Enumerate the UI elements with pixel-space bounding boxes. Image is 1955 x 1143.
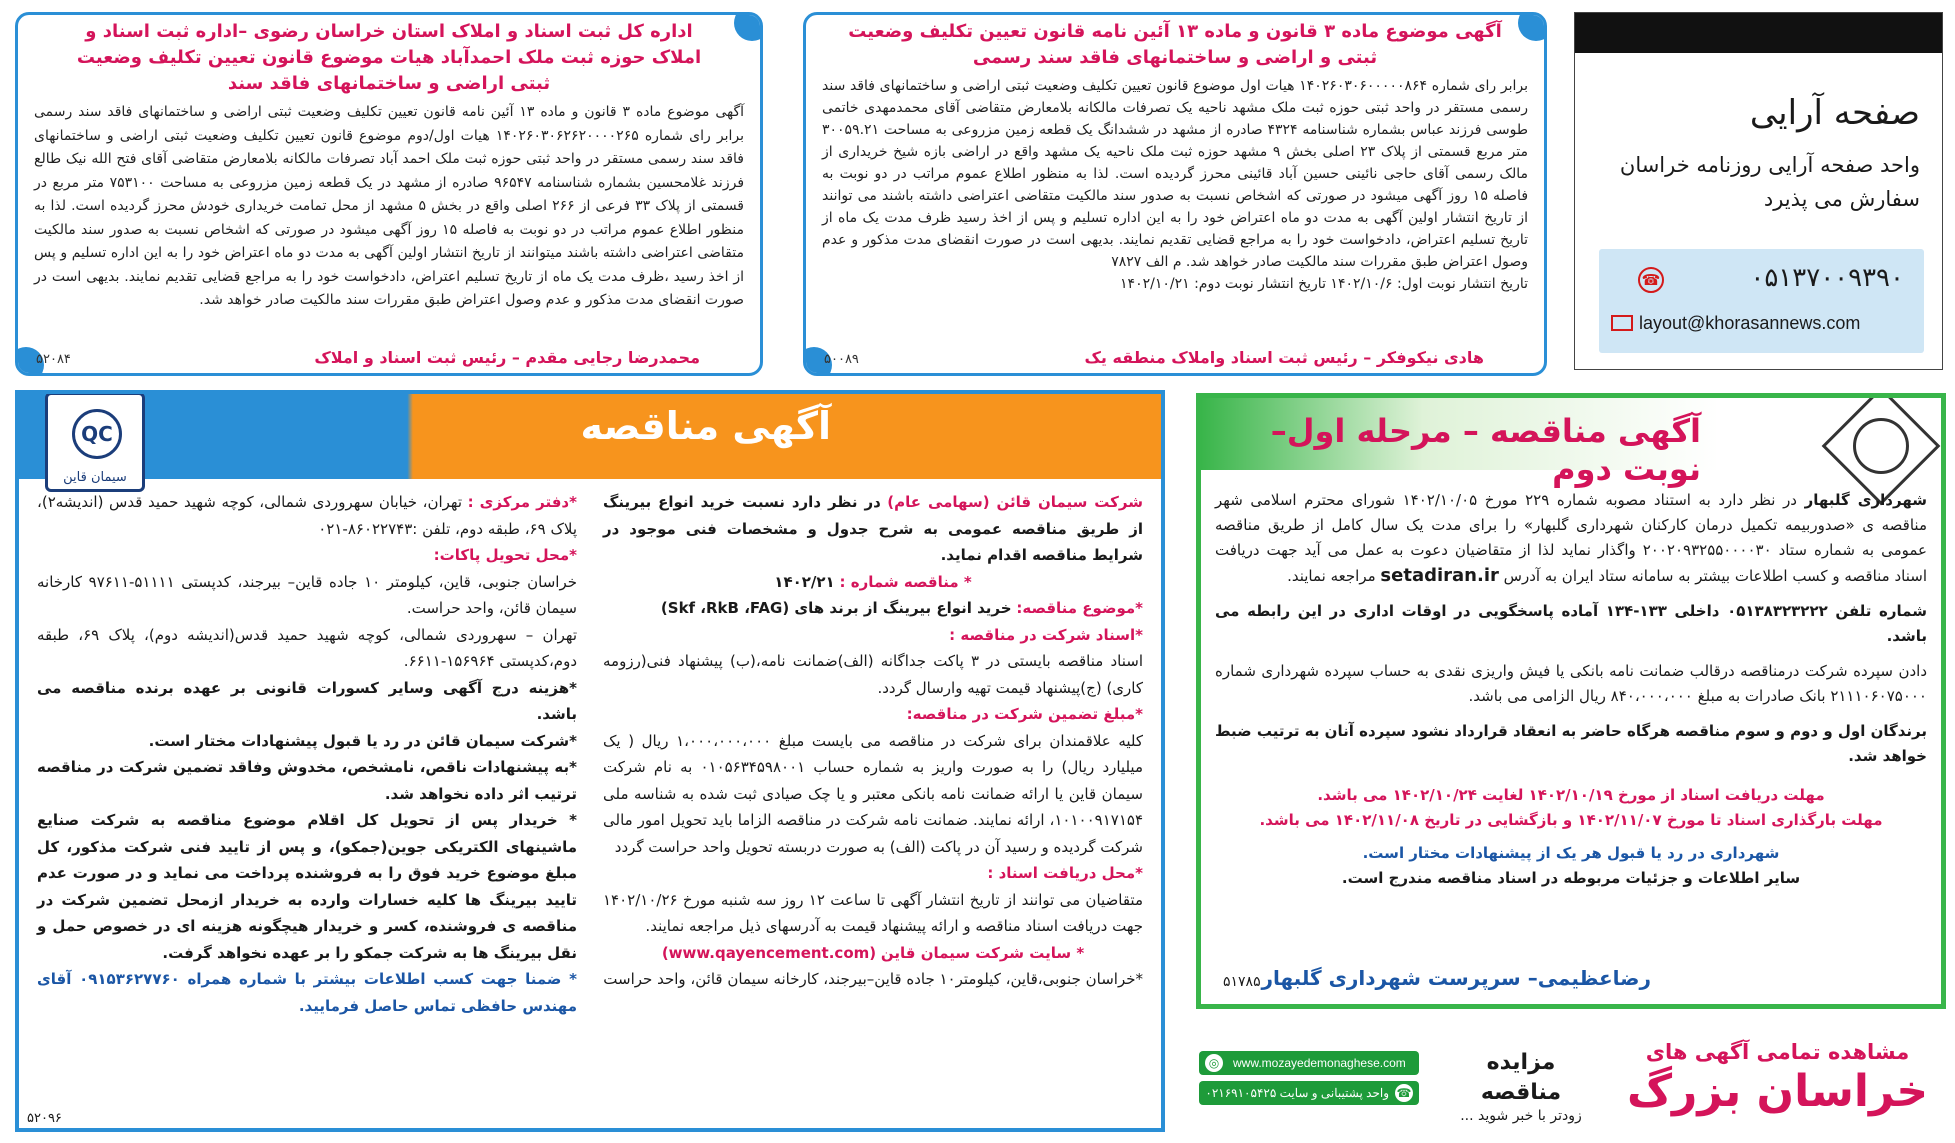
notice-signature: محمدرضا رجایی مقدم – رئیس ثبت اسناد و املاک — [314, 348, 700, 367]
phone-icon: ☎ — [1396, 1086, 1412, 1100]
notice-signature: هادی نیکوفکر – رئیس ثبت اسناد واملاک منطقه یک — [1084, 348, 1484, 367]
tender-title: آگهی مناقصه – مرحله اول–نوبت دوم — [1270, 412, 1701, 488]
subject-text: خرید انواع بیرینگ از برند های (Skf ،RkB ،FAG) — [660, 599, 1012, 617]
notice-body: برابر رای شماره ۱۴۰۲۶۰۳۰۶۰۰۰۰۰۸۶۴ هیات اول موضوع قانون تعیین تکلیف وضعیت ثبتی اراضی و ساختمانهای فاقد سند رسمی مستقر در واحد ثبتی حوزه ثبت ملک مشهد ناحیه یک تصرفات مالکانه بلامعارض متقاضی آقای محمدمهدی خاتمی طوسی فرزند عباس بشماره شناسنامه ۴۳۲۴ صادره از مشهد در ششدانگ یک قطعه زمین مزروعی به مساحت ۳۰۰۵۹.۲۱ متر مربع قسمتی از پلاک ۲۳ اصلی بخش ۹ مشهد حوزه ثبت ملک ناحیه یک مشهد واقع در اراضی بازه شیخ خریداری از مالک رسمی آقای حاجی نائینی حسین آباد قائینی محرز گردیده است. لذا به منظور اطلاع عموم مراتب در دو نوبت به فاصله ۱۵ روز آگهی میشود در صورتی که اشخاص نسبت به صدور سند مالکیت متقاضی اعتراضی داشته باشند می توانند از تاریخ انتشار اولین آگهی به مدت دو ماه اعتراض خود را به این اداره تسلیم و پس از اخذ رسید ظرف مدت یک ماه از تاریخ تسلیم اعتراض، دادخواست خود را به مراجع قضایی تقدیم نمایند. بدیهی است در صورت انقضای مدت مذکور و عدم وصول اعتراض طبق مقررات سند مالکیت صادر خواهد شد. م الف ۷۸۲۷ — [822, 78, 1529, 270]
ad-contact-panel — [1599, 249, 1924, 353]
tender-deadline-1: مهلت دریافت اسناد از مورخ ۱۴۰۲/۱۰/۱۹ لغایت ۱۴۰۲/۱۰/۲۴ می باشد. — [1317, 786, 1825, 804]
qayen-logo-mark: QC — [72, 409, 122, 459]
notice-dates: تاریخ انتشار نوبت اول: ۱۴۰۲/۱۰/۶ تاریخ انتشار نوبت دوم: ۱۴۰۲/۱۰/۲۱ — [1120, 276, 1528, 292]
tender-note: *هزینه درج آگهی وسایر کسورات قانونی بر عهده برنده مناقصه می باشد. — [37, 678, 577, 723]
tender-note: *به پیشنهادات ناقص، نامشخص، مخدوش وفاقد تضمین شرکت در مناقصه ترتیب اثر داده نخواهد شد. — [37, 758, 577, 803]
tender-note: * خریدار پس از تحویل کل اقلام موضوع مناقصه به شرکت صنایع ماشینهای الکتریکی جوین(جمکو)، و پس از تایید فنی شرکت مذکور، کل مبلغ موضوع خرید فوق را به فروشنده پرداخت می نماید و در صورت عدم تایید بیرینگ ها کلیه خسارات وارده به خریدار ازمحل تضمین شرکت در مناقصه ی فروشنده، کسر و خریدار هیچگونه هزینه ای در خصوص حمل و نقل بیرینگ ها به شرکت جمکو را بر عهده نخواهد گرفت. — [37, 811, 577, 962]
notice-registry-ahmadabad — [15, 12, 763, 376]
guarantee-text: کلیه علاقمندان برای شرکت در مناقصه می بایست مبلغ ۱،۰۰۰،۰۰۰،۰۰۰ ریال ( یک میلیارد ریال) را به صورت واریز به شماره حساب ۰۱۰۵۶۳۴۵۹۸۰۰۱ به نام شرکت سیمان قاین یا ارائه ضمانت نامه بانکی معتبر و یا چک صیادی ثبت شده به شناسه ملی ۱۰۱۰۰۹۱۷۱۵۴، ارائه نمایند. ضمانت نامه شرکت در مناقصه الزاما باید تحویل امور مالی شرکت گردیده و رسید آن در پاکت (الف) به صورت دربسته تحویل واحد حراست گردد — [603, 731, 1143, 856]
ad-email[interactable]: layout@khorasannews.com — [1639, 313, 1861, 333]
tender-code: ۵۲۰۹۶ — [27, 1111, 62, 1126]
office-label: *دفتر مرکزی : — [467, 493, 577, 511]
tender-right-column — [603, 489, 1143, 993]
tender-right-reserved: شهرداری در رد یا قبول هر یک از پیشنهادات مختار است. — [1362, 844, 1780, 862]
banner-line-2: خراسان بزرگ — [1626, 1066, 1929, 1117]
mozayede-brand — [1456, 1038, 1586, 1128]
receive-label: *محل دریافت اسناد : — [987, 864, 1143, 882]
tender-paragraph: در نظر دارد به استناد مصوبه شماره ۲۲۹ مورخ ۱۴۰۲/۱۰/۰۵ شورای محترم اسلامی شهر مناقصه ی «صدوربیمه تکمیل درمان کارکنان شهرداری گلبهار» را برای مدت یک سال کامل از طریق مناقصه عمومی به شماره ستاد ۲۰۰۲۰۹۳۲۵۵۰۰۰۰۳۰ واگذار نماید لذا از متقاضیان دعوت به عمل می آید جهت دریافت اسناد مناقصه و کسب اطلاعات بیشتر به سامانه ستاد ایران به آدرس — [1215, 491, 1927, 585]
tender-winners: برندگان اول و دوم و سوم مناقصه هرگاه حاضر به انعقاد قرارداد نشود سپرده آنان به ترتیب ضبط خواهد شد. — [1215, 722, 1927, 765]
website-link[interactable] — [1199, 1051, 1419, 1075]
tender-phone: شماره تلفن ۰۵۱۳۸۳۲۳۲۲۲ داخلی ۱۳۳-۱۳۴ آماده پاسخگویی در اوقات اداری در این رابطه می باشد. — [1215, 602, 1927, 645]
tender-deadline-2: مهلت بارگذاری اسناد تا مورخ ۱۴۰۲/۱۱/۰۷ و بازگشایی در تاریخ ۱۴۰۲/۱۱/۰۸ می باشد. — [1259, 811, 1883, 829]
footer-links — [1199, 1051, 1419, 1107]
factory-address: *خراسان جنوبی،قاین، کیلومتر۱۰ جاده قاین–بیرجند، کارخانه سیمان قائن، واحد حراست — [603, 970, 1143, 988]
tender-note: *شرکت سیمان قائن در رد یا قبول پیشنهادات مختار است. — [148, 731, 577, 750]
office-text: تهران، خیابان سهروردی شمالی، کوچه شهید حمید قدس (اندیشه۲)، پلاک ۶۹، طبقه دوم، تلفن :۸۶۰۲۲۷۴۳-۰۲۱ — [37, 493, 577, 538]
subject-label: *موضوع مناقصه: — [1016, 599, 1143, 617]
qayen-tender — [15, 390, 1165, 1132]
tender-signature: رضاعظیمی– سرپرست شهرداری گلبهار — [1261, 966, 1651, 990]
tender-other-info: سایر اطلاعات و جزئیات مربوطه در اسناد مناقصه مندرج است. — [1341, 869, 1801, 887]
site-link[interactable]: (www.qayencement.com) — [661, 943, 877, 962]
notice-title: آگهی موضوع ماده ۳ قانون و ماده ۱۳ آئین نامه قانون تعیین تکلیف وضعیت ثبتی و اراضی و ساختمانهای فاقد سند رسمی — [848, 21, 1502, 68]
tender-deposit: دادن سپرده شرکت درمناقصه درقالب ضمانت نامه بانکی یا فیش واریزی نقدی به حساب سپرده شهرداری شماره ۲۱۱۱۰۶۰۷۵۰۰۰ بانک صادرات به مبلغ ۸۴۰،۰۰۰،۰۰۰ ریال الزامی می باشد. — [1215, 662, 1927, 705]
delivery-text-1: خراسان جنوبی، قاین، کیلومتر ۱۰ جاده قاین– بیرجند، کدپستی ۵۱۱۱۱-۹۷۶۱۱ کارخانه سیمان قائن، واحد حراست. — [37, 572, 577, 617]
ad-phone[interactable]: ۰۵۱۳۷۰۰۹۳۹۰ — [1750, 263, 1904, 293]
support-phone-text: واحد پشتیبانی و سایت ۰۲۱۶۹۱۰۵۴۲۵ — [1205, 1086, 1389, 1100]
notice-code: ۵۲۰۸۴ — [36, 352, 71, 367]
tender-code: ۵۱۷۸۵ — [1223, 974, 1261, 990]
site-label: * سایت شرکت سیمان قاین — [880, 943, 1085, 962]
receive-text: متقاضیان می توانند از تاریخ انتشار آگهی تا ساعت ۱۲ روز سه شنبه مورخ ۱۴۰۲/۱۰/۲۶ جهت دریافت اسناد مناقصه و ارائه پیشنهاد قیمت به آدرسهای ذیل مراجعه نمایند. — [603, 890, 1143, 935]
qayen-logo — [45, 392, 145, 492]
municipality-name: شهرداری گلبهار — [1804, 491, 1927, 509]
brand-slogan: زودتر با خبر شوید ... — [1460, 1108, 1582, 1124]
delivery-label: *محل تحویل پاکات: — [433, 546, 577, 564]
tender-contact-note: * ضمنا جهت کسب اطلاعات بیشتر با شماره همراه ۰۹۱۵۳۶۲۷۷۶۰ آقای مهندس حافظی تماس حاصل فرمایید. — [37, 970, 577, 1015]
setad-link[interactable]: setadiran.ir — [1380, 565, 1499, 586]
delivery-text-2: تهران – سهروردی شمالی، کوچه شهید حمید قدس(اندیشه دوم)، پلاک ۶۹، طبقه دوم،کدپستی ۱۵۶۹۶۴-۶۶۱۱. — [37, 625, 577, 670]
tender-left-column — [37, 489, 577, 1019]
ad-subtitle: واحد صفحه آرایی روزنامه خراسان سفارش می پذیرد — [1619, 153, 1920, 211]
tender-body — [1215, 488, 1927, 891]
notice-code: ۵۰۰۸۹ — [824, 352, 859, 367]
ad-title: صفحه آرایی — [1749, 93, 1920, 133]
brand-logo: مزایده مناقصه — [1480, 1050, 1562, 1105]
website-url: www.mozayedemonaghese.com — [1233, 1056, 1406, 1070]
ad-header-bar — [1575, 13, 1942, 53]
tender-paragraph-tail: مراجعه نمایند. — [1287, 567, 1376, 585]
golbahar-tender — [1196, 393, 1946, 1009]
qayen-logo-text: سیمان قاین — [63, 470, 127, 485]
tender-no-label: * مناقصه شماره : — [839, 572, 972, 591]
notice-body: آگهی موضوع ماده ۳ قانون و ماده ۱۳ آئین نامه قانون تعیین تکلیف وضعیت ثبتی اراضی و ساختمانهای فاقد سند رسمی برابر رای شماره ۱۴۰۲۶۰۳۰۶۲۶۲۰۰۰۰۲۶۵ هیات اول/دوم موضوع قانون تعیین تکلیف وضعیت ثبتی اراضی و ساختمانهای فاقد سند رسمی مستقر در واحد ثبتی حوزه ثبت ملک احمد آباد تصرفات مالکانه بلامعارض متقاضی آقای فتح الله نیک طالع فرزند غلامحسین بشماره شناسنامه ۹۶۵۴۷ صادره از مشهد در یک قطعه زمین مزروعی به مساحت ۷۵۳۱۰۰ متر مربع در قسمتی از پلاک ۳۳ فرعی از ۲۶۶ اصلی واقع در بخش ۵ مشهد از محل تمامت خریداری خودش محرز گردیده است. لذا به منظور اطلاع عموم مراتب در دو نوبت به فاصله ۱۵ روز آگهی میشود در صورتی که اشخاص نسبت به صدور سند مالکیت متقاضی اعتراضی داشته باشند میتوانند از تاریخ انتشار اولین آگهی به مدت دو ماه اعتراض خود را به این اداره تسلیم و پس از اخذ رسید ،ظرف مدت یک ماه از تاریخ تسلیم اعتراض، دادخواست خود را به مراجع قضایی تقدیم نمایند. بدیهی است در صورت انقضای مدت مذکور و عدم وصول اعتراض طبق مقررات سند مالکیت صادر خواهد شد. — [34, 104, 745, 308]
docs-label: *اسناد شرکت در مناقصه : — [949, 625, 1143, 644]
mail-icon — [1611, 315, 1633, 331]
phone-icon: ☎ — [1638, 267, 1664, 293]
banner-line-1: مشاهده تمامی آگهی های — [1645, 1040, 1910, 1064]
globe-icon: ◎ — [1205, 1054, 1223, 1072]
tender-intro: در نظر دارد نسبت خرید انواع بیرینگ از طریق مناقصه عمومی به شرح جدول و مشخصات فنی موجود در شرایط مناقصه اقدام نماید. — [603, 493, 1143, 564]
municipality-emblem-inner — [1853, 418, 1909, 474]
company-name: شرکت سیمان قائن (سهامی عام) — [887, 493, 1143, 511]
tender-no: ۱۴۰۲/۲۱ — [774, 572, 835, 591]
tender-title: آگهی مناقصه — [580, 404, 831, 448]
layout-service-ad — [1574, 12, 1943, 370]
guarantee-label: *مبلغ تضمین شرکت در مناقصه: — [906, 705, 1143, 723]
notice-title: اداره کل ثبت اسناد و املاک استان خراسان رضوی –اداره ثبت اسناد و املاک حوزه ثبت ملک احمدآباد هیات موضوع قانون تعیین تکلیف وضعیت ثبتی اراضی و ساختمانهای فاقد سند — [76, 21, 702, 94]
notice-registry-mashhad — [803, 12, 1547, 376]
docs-text: اسناد مناقصه بایستی در ۳ پاکت جداگانه (الف)ضمانت نامه،(ب) پیشنهاد فنی(رزومه کاری) (ج)پیشنهاد قیمت تهیه وارسال گردد. — [603, 652, 1143, 697]
khorasan-banner[interactable] — [1610, 1040, 1945, 1117]
support-phone[interactable] — [1199, 1081, 1419, 1105]
